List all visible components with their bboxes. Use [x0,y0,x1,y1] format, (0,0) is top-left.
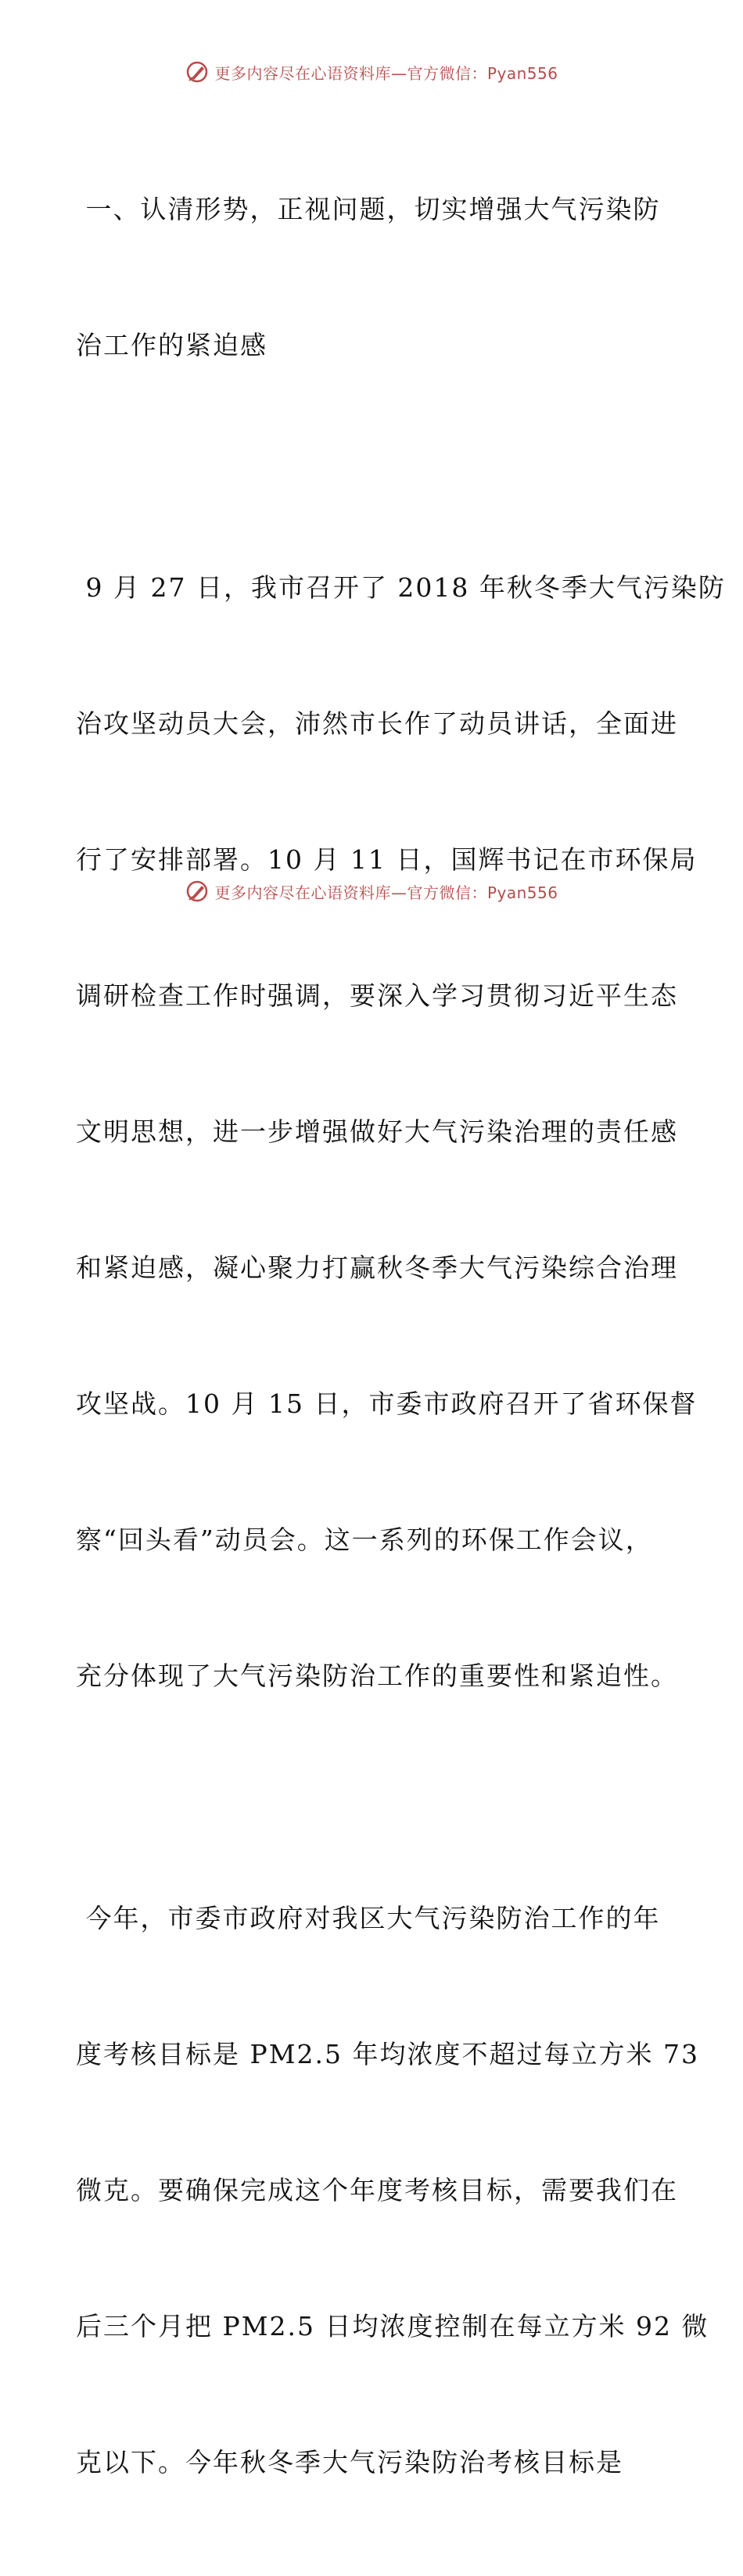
text-line: 度考核目标是 PM2.5 年均浓度不超过每立方米 73 [76,2039,699,2069]
paragraph-targets [76,1805,709,2576]
heading-line: 一、认清形势，正视问题，切实增强大气污染防 [76,194,661,224]
document-body [76,96,726,2576]
quill-pen-logo-icon [185,879,210,904]
text-line: 行了安排部署。10 月 11 日，国辉书记在市环保局 [76,844,698,875]
header-watermark-banner [0,56,743,88]
text-line: 察“回头看”动员会。这一系列的环保工作会议， [76,1524,653,1555]
text-line: 和紧迫感，凝心聚力打赢秋冬季大气污染综合治理 [76,1252,678,1283]
header-watermark-text: 更多内容尽在心语资料库—官方微信：Pyan556 [214,63,558,83]
text-line: 9 月 27 日，我市召开了 2018 年秋冬季大气污染防 [76,572,726,603]
text-line: 调研检查工作时强调，要深入学习贯彻习近平生态 [76,980,678,1011]
text-line: 攻坚战。10 月 15 日，市委市政府召开了省环保督 [76,1388,698,1419]
quill-pen-logo-icon [185,59,210,84]
footer-watermark-banner [0,876,743,907]
section-heading [76,96,670,459]
text-line: 文明思想，进一步增强做好大气污染治理的责任感 [76,1116,678,1147]
heading-line: 治工作的紧迫感 [76,330,267,360]
text-line: 今年，市委市政府对我区大气污染防治工作的年 [76,1903,661,1933]
paragraph-meetings [76,475,726,1790]
text-line: 充分体现了大气污染防治工作的重要性和紧迫性。 [76,1661,678,1691]
text-line: 后三个月把 PM2.5 日均浓度控制在每立方米 92 微 [76,2311,709,2341]
text-line: 治攻坚动员大会，沛然市长作了动员讲话，全面进 [76,708,678,739]
footer-watermark-text: 更多内容尽在心语资料库—官方微信：Pyan556 [214,883,558,902]
text-line: 微克。要确保完成这个年度考核目标，需要我们在 [76,2175,678,2205]
text-line: 克以下。今年秋冬季大气污染防治考核目标是 [76,2447,623,2477]
